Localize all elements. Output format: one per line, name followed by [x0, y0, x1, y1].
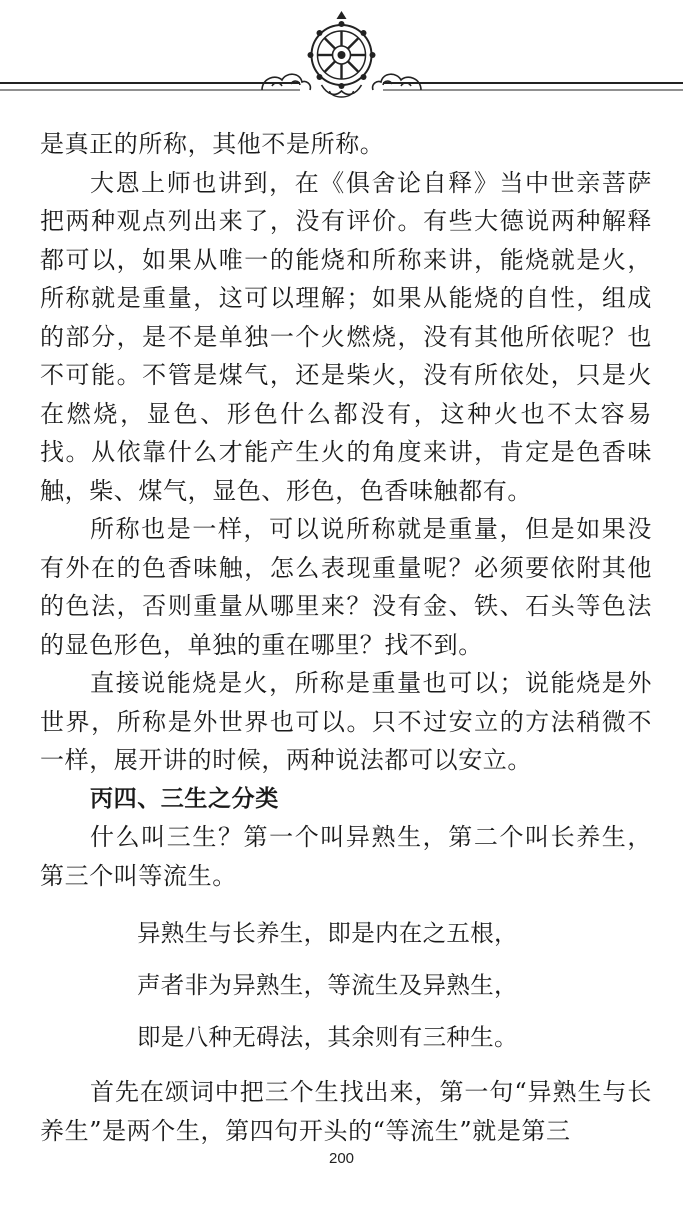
page-number: 200 [328, 1150, 355, 1167]
dharma-wheel-icon [308, 11, 376, 97]
verse-line: 声者非为异熟生，等流生及异熟生， [137, 971, 518, 999]
page-body [40, 125, 652, 1150]
paragraph: 首先在颂词中把三个生找出来，第一句“异熟生与长养生”是两个生，第四句开头的“等流生”就是第三 [40, 1078, 652, 1145]
verse-line: 异熟生与长养生，即是内在之五根， [137, 919, 518, 947]
header-ornament [0, 0, 683, 112]
paragraph: 什么叫三生？第一个叫异熟生，第二个叫长养生，第三个叫等流生。 [40, 823, 652, 890]
section-heading: 丙四、三生之分类 [90, 785, 279, 812]
paragraph: 所称也是一样，可以说所称就是重量，但是如果没有外在的色香味触，怎么表现重量呢？必须要依附其他的色法，否则重量从哪里来？没有金、铁、石头等色法的显色形色，单独的重在哪里？找不到。 [40, 515, 652, 659]
verse-line: 即是八种无碍法，其余则有三种生。 [137, 1023, 518, 1051]
verse-block [40, 907, 652, 1063]
paragraph: 大恩上师也讲到，在《俱舍论自释》当中世亲菩萨把两种观点列出来了，没有评价。有些大德说两种解释都可以，如果从唯一的能烧和所称来讲，能烧就是火，所称就是重量，这可以理解；如果从能烧的自性，组成的部分，是不是单独一个火燃烧，没有其他所依呢？也不可能。不管是煤气，还是柴火，没有所依处，只是火在燃烧，显色、形色什么都没有，这种火也不太容易找。从依靠什么才能产生火的角度来讲，肯定是色香味触，柴、煤气，显色、形色，色香味触都有。 [40, 168, 652, 505]
paragraph: 直接说能烧是火，所称是重量也可以；说能烧是外世界，所称是外世界也可以。只不过安立的方法稍微不一样，展开讲的时候，两种说法都可以安立。 [40, 669, 652, 774]
paragraph: 是真正的所称，其他不是所称。 [40, 130, 385, 158]
